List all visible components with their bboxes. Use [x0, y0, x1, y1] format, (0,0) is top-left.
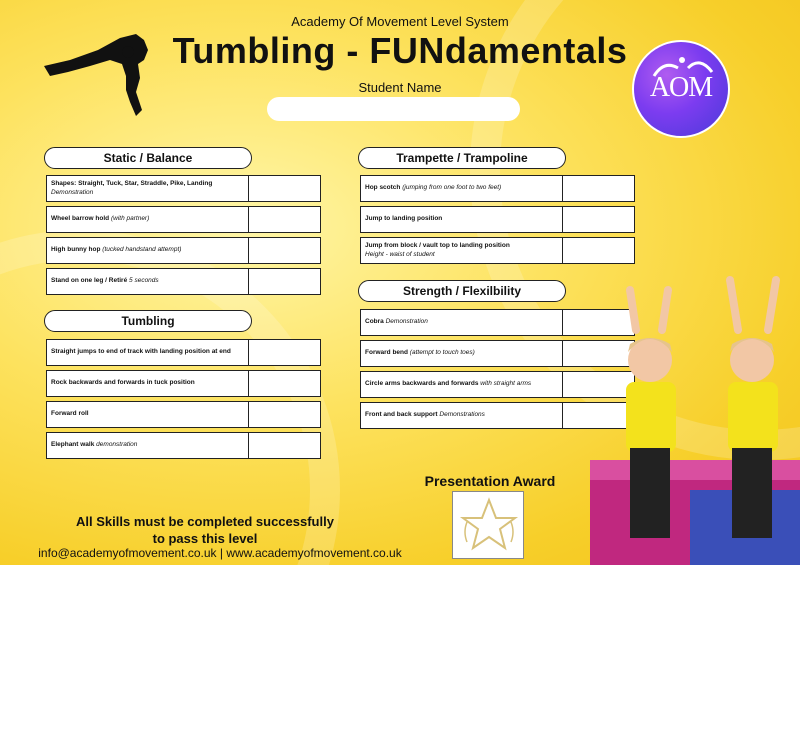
skill-row	[46, 175, 321, 202]
skill-name: Circle arms backwards and forwards	[365, 380, 479, 388]
page-title: Tumbling - FUNdamentals	[172, 30, 628, 71]
skill-name: Front and back support	[365, 411, 438, 419]
skill-row	[46, 401, 321, 428]
skill-check-box[interactable]	[249, 401, 321, 428]
presentation-award-label: Presentation Award	[424, 473, 556, 489]
skill-check-box[interactable]	[249, 206, 321, 233]
skill-note: 5 seconds	[129, 277, 159, 285]
academy-heading: Academy Of Movement Level System	[291, 14, 509, 29]
skill-name: Straight jumps to end of track with landing position at end	[51, 348, 231, 356]
skill-note: (attempt to touch toes)	[409, 349, 475, 357]
skill-note: (tucked handstand attempt)	[102, 246, 182, 254]
skill-note: (with partner)	[110, 215, 150, 223]
skill-label	[360, 237, 563, 264]
skill-name: Elephant walk	[51, 441, 95, 449]
skill-name: Wheel barrow hold	[51, 215, 110, 223]
skill-label	[46, 339, 249, 366]
skill-label	[46, 175, 249, 202]
skill-label	[46, 268, 249, 295]
child-right	[728, 280, 778, 538]
skill-name: High bunny hop	[51, 246, 101, 254]
skill-label	[46, 370, 249, 397]
skill-label	[46, 432, 249, 459]
skill-row	[46, 370, 321, 397]
skill-check-box[interactable]	[249, 175, 321, 202]
skill-label	[360, 340, 563, 367]
skill-label	[46, 237, 249, 264]
skill-check-box[interactable]	[249, 339, 321, 366]
student-name-input[interactable]	[267, 97, 520, 121]
skill-name: Forward bend	[365, 349, 408, 357]
logo-text: AOM	[649, 72, 713, 103]
children-photo	[590, 260, 800, 565]
skill-row	[360, 175, 635, 202]
skill-label	[46, 401, 249, 428]
skill-row	[360, 206, 635, 233]
skill-label	[360, 402, 563, 429]
skill-note: Demonstration	[51, 188, 94, 196]
aom-logo-icon	[632, 40, 730, 138]
skill-label	[360, 175, 563, 202]
skill-check-box[interactable]	[249, 432, 321, 459]
skill-name: Rock backwards and forwards in tuck position	[51, 379, 195, 387]
skill-name: Jump to landing position	[365, 215, 443, 223]
skill-note: demonstration	[96, 441, 138, 449]
skill-note: with straight arms	[480, 380, 532, 388]
skill-name: Forward roll	[51, 410, 89, 418]
skill-name: Jump from block / vault top to landing position	[365, 242, 510, 250]
skill-note: Height - waist of student	[365, 250, 435, 258]
child-left	[626, 290, 676, 538]
skill-check-box[interactable]	[563, 206, 635, 233]
student-name-label: Student Name	[358, 80, 442, 95]
skill-check-box[interactable]	[249, 268, 321, 295]
contact-info: info@academyofmovement.co.uk | www.academyofmovement.co.uk	[38, 546, 402, 560]
skill-label	[360, 309, 563, 336]
skill-name: Stand on one leg / Retiré	[51, 277, 128, 285]
skill-note: Demonstration	[385, 318, 428, 326]
presentation-award-box[interactable]	[452, 491, 524, 559]
section-header-trampette: Trampette / Trampoline	[358, 147, 566, 169]
skill-name: Cobra	[365, 318, 384, 326]
skill-label	[360, 371, 563, 398]
completion-note	[70, 513, 340, 547]
skill-row	[46, 268, 321, 295]
skill-check-box[interactable]	[249, 370, 321, 397]
skill-row	[46, 432, 321, 459]
skill-check-box[interactable]	[563, 175, 635, 202]
skill-label	[360, 206, 563, 233]
skill-note: Demonstrations	[439, 411, 485, 419]
skill-name: Shapes: Straight, Tuck, Star, Straddle, Pike, Landing	[51, 180, 213, 188]
section-header-strength: Strength / Flexilbility	[358, 280, 566, 302]
skill-row	[46, 237, 321, 264]
completion-note-line1: All Skills must be completed successfully	[76, 514, 334, 529]
skill-note: (jumping from one foot to two feet)	[402, 184, 502, 192]
completion-note-line2: to pass this level	[152, 531, 258, 546]
skill-name: Hop scotch	[365, 184, 401, 192]
skill-row	[46, 339, 321, 366]
skill-check-box[interactable]	[249, 237, 321, 264]
star-award-icon	[453, 492, 525, 560]
section-header-static-balance: Static / Balance	[44, 147, 252, 169]
skill-label	[46, 206, 249, 233]
section-header-tumbling: Tumbling	[44, 310, 252, 332]
skill-row	[46, 206, 321, 233]
